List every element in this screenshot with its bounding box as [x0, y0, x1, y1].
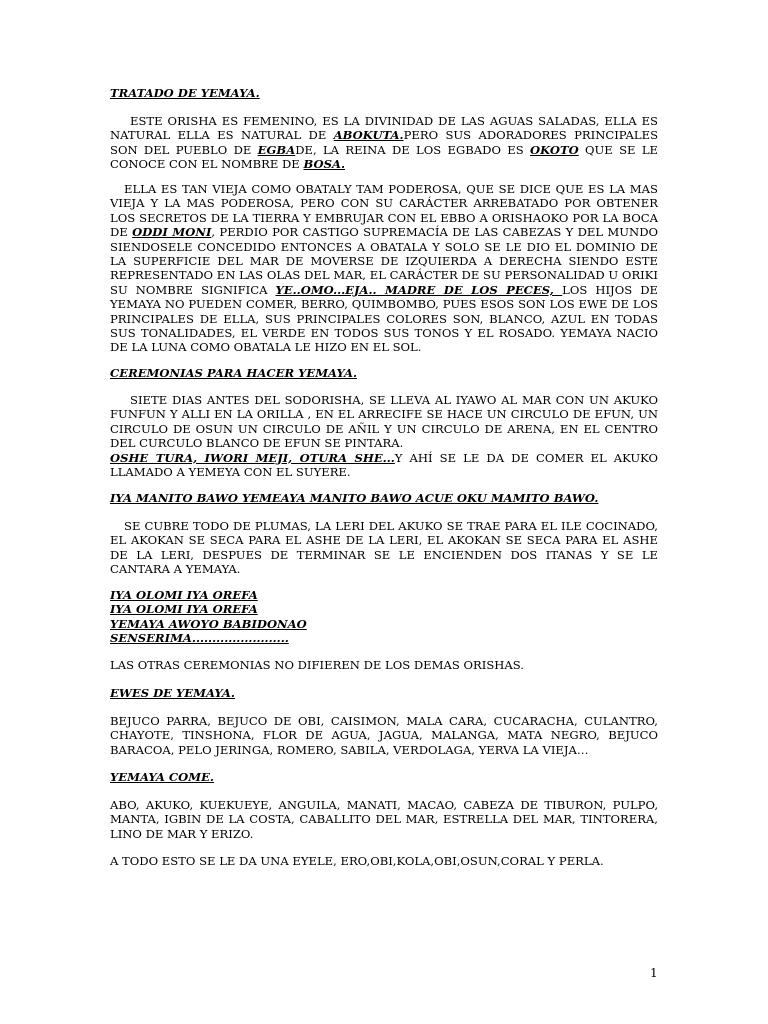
heading-ewes-text: EWES DE YEMAYA. — [110, 686, 235, 700]
keyword-okoto: OKOTO — [530, 142, 579, 157]
paragraph-origin — [110, 182, 658, 355]
song-line: SENSERIMA........................ — [110, 631, 289, 646]
song-line: IYA OLOMI IYA OREFA — [110, 602, 258, 617]
intro-text-3: DE, LA REINA DE LOS EGBADO ES — [295, 142, 530, 157]
offerings-text: A TODO ESTO SE LE DA UNA EYELE, ERO,OBI,KOLA,OBI,OSUN,CORAL Y PERLA. — [110, 854, 604, 868]
paragraph-offerings — [110, 854, 658, 868]
keyword-abokuta: ABOKUTA. — [333, 128, 404, 143]
heading-ewes — [110, 686, 658, 700]
paragraph-intro — [110, 114, 658, 172]
heading-iya-manito-text: IYA MANITO BAWO YEMEAYA MANITO BAWO ACUE OKU MAMITO BAWO. — [110, 491, 599, 505]
origin-text-1: ELLA ES TAN VIEJA COMO OBATALY TAM PODEROSA, QUE SE DICE QUE ES LA MAS VIEJA Y LA MAS PODEROSA, PERO CON SU CARÁCTER ARREBATADO POR OBTENER LOS SECRETOS DE LA TIERRA Y EMBRUJAR CON EL EBBO A ORISHAOKO POR LA BOCA DE — [110, 182, 658, 240]
song-line: IYA OLOMI IYA OREFA — [110, 588, 258, 602]
paragraph-ceremony — [110, 393, 658, 479]
paragraph-plumas — [110, 519, 658, 577]
intro-text-1: ESTE ORISHA ES FEMENINO, ES LA DIVINIDAD DE LAS AGUAS SALADAS, ELLA ES NATURAL ELLA ES NATURAL DE — [110, 114, 658, 143]
intro-text-4: QUE SE LE CONOCE CON EL NOMBRE DE — [110, 142, 658, 172]
foods-text: ABO, AKUKO, KUEKUEYE, ANGUILA, MANATI, MACAO, CABEZA DE TIBURON, PULPO, MANTA, IGBIN DE LA COSTA, CABALLITO DEL MAR, ESTRELLA DEL MAR, TINTORERA, LINO DE MAR Y ERIZO. — [110, 798, 658, 841]
ceremony-text-2: Y AHÍ SE LE DA DE COMER EL AKUKO LLAMADO A YEMEYA CON EL SUYERE. — [110, 450, 659, 480]
origin-text-3: LOS HIJOS DE YEMAYA NO PUEDEN COMER, BERRO, QUIMBOMBO, PUES ESOS SON LOS EWE DE LOS PRINCIPALES DE ELLA, SUS PRINCIPALES COLORES SON, BLANCO, AZUL EN TODAS SUS TONALIDADES, EL VERDE EN TODOS SUS TONOS Y EL ROSADO. YEMAYA NACIO DE LA LUNA COMO OBATALA LE HIZO EN EL SOL. — [110, 282, 658, 355]
song-line: YEMAYA AWOYO BABIDONAO — [110, 616, 307, 631]
keyword-egba: EGBA — [257, 142, 296, 157]
heading-ceremonias-text: CEREMONIAS PARA HACER YEMAYA. — [110, 366, 358, 380]
page-number: 1 — [650, 966, 658, 980]
title-text: TRATADO DE YEMAYA. — [110, 86, 260, 100]
keyword-oshe-tura: OSHE TURA, IWORI MEJI, OTURA SHE... — [110, 450, 395, 465]
ewes-list-text: BEJUCO PARRA, BEJUCO DE OBI, CAISIMON, MALA CARA, CUCARACHA, CULANTRO, CHAYOTE, TINSHONA, FLOR DE AGUA, JAGUA, MALANGA, MATA NEGRO, BEJUCO BARACOA, PELO JERINGA, ROMERO, SABILA, VERDOLAGA, YERVA LA VIEJA… — [110, 714, 658, 757]
otras-ceremonias-text: LAS OTRAS CEREMONIAS NO DIFIEREN DE LOS DEMAS ORISHAS. — [110, 658, 524, 672]
heading-ceremonias — [110, 366, 658, 380]
keyword-madre-de-los-peces: YE..OMO...EJA.. MADRE DE LOS PECES, — [275, 282, 563, 297]
ceremony-text-1: SIETE DIAS ANTES DEL SODORISHA, SE LLEVA AL IYAWO AL MAR CON UN AKUKO FUNFUN Y ALLI EN LA ORILLA , EN EL ARRECIFE SE HACE UN CIRCULO DE EFUN, UN CIRCULO DE OSUN UN CIRCULO DE AÑIL Y UN CIRCULO DE ARENA, EN EL CENTRO DEL CURCULO BLANCO DE EFUN SE PINTARA. — [110, 393, 658, 451]
intro-text-2: PERO SUS ADORADORES PRINCIPALES SON DEL PUEBLO DE — [110, 128, 659, 157]
song-lyrics — [110, 588, 658, 646]
heading-yemaya-come — [110, 770, 658, 784]
heading-iya-manito — [110, 491, 658, 505]
heading-yemaya-come-text: YEMAYA COME. — [110, 770, 214, 784]
paragraph-ewes-list — [110, 714, 658, 757]
document-title — [110, 86, 658, 100]
origin-text-2: , PERDIO POR CASTIGO SUPREMACÍA DE LAS CABEZAS Y DEL MUNDO SIENDOSELE CONCEDIDO ENTONCES A OBATALA Y SOLO SE LE DIO EL DOMINIO DE LA SUPERFICIE DEL MAR DE MOVERSE DE IZQUIERDA A DERECHA SIENDO ESTE REPRESENTADO EN LAS OLAS DEL MAR, EL CARÁCTER DE SU PERSONALIDAD U ORIKI SU NOMBRE SIGNIFICA — [110, 225, 658, 297]
plumas-text: SE CUBRE TODO DE PLUMAS, LA LERI DEL AKUKO SE TRAE PARA EL ILE COCINADO, EL AKOKAN SE SECA PARA EL ASHE DE LA LERI, EL AKOKAN SE SECA PARA EL ASHE DE LA LERI, DESPUES DE TERMINAR SE LE ENCIENDEN DOS ITANAS Y SE LE CANTARA A YEMAYA. — [110, 519, 658, 577]
paragraph-otras-ceremonias — [110, 658, 658, 672]
keyword-oddi-moni: ODDI MONI — [132, 225, 212, 240]
paragraph-foods — [110, 798, 658, 841]
keyword-bosa: BOSA. — [303, 157, 345, 172]
